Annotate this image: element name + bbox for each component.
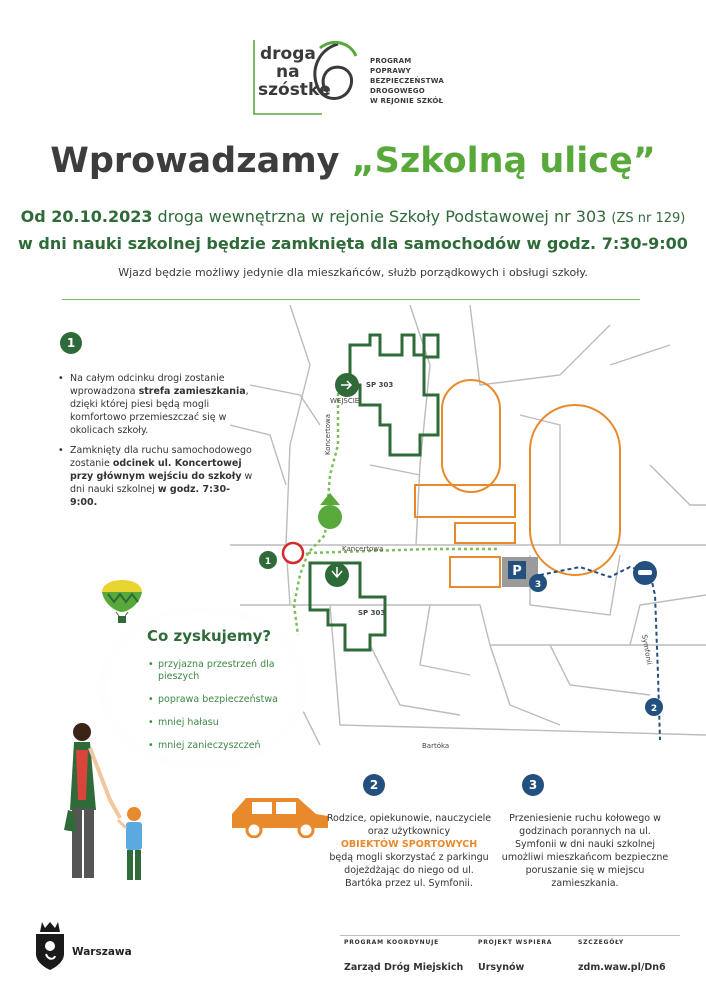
entrance-label: WEJŚCIE xyxy=(330,397,360,405)
subtitle-mid: droga wewnętrzna w rejonie Szkoły Podstawowej nr 303 xyxy=(152,207,612,226)
section-3-text: Przeniesienie ruchu kołowego w godzinach porannych na ul. Symfonii w dni nauki szkolnej umożliwi mieszkańcom bezpieczne poruszanie się w miejscu zamieszkania. xyxy=(501,813,669,889)
logo-program-line: DROGOWEGO xyxy=(370,87,425,95)
program-logo xyxy=(252,36,452,116)
section-2-text xyxy=(325,812,493,890)
list-item: • przyjazna przestrzeń dla pieszych xyxy=(158,659,288,683)
section-3-number: 3 xyxy=(522,774,544,796)
text-bold: odcinek ul. Koncertowej przy głównym wejściu do szkoły xyxy=(70,458,242,482)
text: Na całym odcinku drogi zostanie wprowadzona xyxy=(70,373,225,397)
map-marker-2: 2 xyxy=(650,704,658,714)
parking-label: P xyxy=(512,564,522,579)
text-bold: w godz. 7:30-9:00. xyxy=(70,484,231,508)
pedestrian-marker-icon xyxy=(320,493,340,505)
car-illustration-icon xyxy=(228,790,332,838)
map-marker-3: 3 xyxy=(534,580,542,590)
details-label: SZCZEGÓŁY xyxy=(578,939,625,946)
text: w dni nauki szkolnej xyxy=(70,471,253,495)
coordinator-name: Zarząd Dróg Miejskich xyxy=(344,962,464,973)
street-bartoka: Bartóka xyxy=(422,742,450,750)
city-name: Warszawa xyxy=(72,946,132,958)
logo-program-line: BEZPIECZEŃSTWA xyxy=(370,77,445,85)
logo-line2: na xyxy=(276,62,300,82)
divider xyxy=(62,299,640,300)
street-koncertowa-h: Kancertowa xyxy=(342,545,384,553)
sport-facilities-highlight: OBIEKTÓW SPORTOWYCH xyxy=(340,839,478,850)
street-koncertowa-v: Koncertowa xyxy=(324,413,332,455)
parent-child-illustration xyxy=(40,720,170,905)
text: , dzięki której piesi będą mogli komfortowo przemieszczać się w okolicach szkoły. xyxy=(70,386,249,436)
coordinator-label: PROGRAM KOORDYNUJE xyxy=(344,939,440,946)
access-info: Wjazd będzie możliwy jedynie dla mieszkańców, służb porządkowych i obsługi szkoły. xyxy=(118,266,588,279)
logo-line1: droga xyxy=(260,44,316,64)
support-label: PROJEKT WSPIERA xyxy=(478,939,553,946)
subtitle-line1 xyxy=(0,207,706,226)
title-part1: Wprowadzamy xyxy=(50,141,352,181)
support-name: Ursynów xyxy=(478,962,525,973)
section-2-text-a: Rodzice, opiekunowie, nauczyciele oraz użytkownicy xyxy=(326,813,492,837)
logo-program-line: W REJONIE SZKÓŁ xyxy=(370,97,444,105)
warsaw-coat-of-arms-icon xyxy=(33,920,67,972)
school-label-bottom: SP 303 xyxy=(358,609,386,617)
subtitle-line2: w dni nauki szkolnej będzie zamknięta dla samochodów w godz. 7:30-9:00 xyxy=(18,234,688,253)
list-item: • poprawa bezpieczeństwa xyxy=(158,694,288,706)
school-label-top: SP 303 xyxy=(366,381,394,389)
page-title xyxy=(0,141,706,181)
section-2-number: 2 xyxy=(363,774,385,796)
footer-divider xyxy=(340,935,680,936)
start-date: Od 20.10.2023 xyxy=(20,207,153,226)
details-link[interactable]: zdm.waw.pl/Dn6 xyxy=(578,962,666,973)
list-item: • mniej zanieczyszczeń xyxy=(158,740,288,752)
section-1-list xyxy=(70,372,255,516)
no-entry-sign-icon xyxy=(283,543,303,563)
hot-air-balloon-icon xyxy=(100,572,144,626)
gains-title: Co zyskujemy? xyxy=(147,627,272,645)
logo-program-text xyxy=(370,56,452,106)
title-part2: „Szkolną ulicę” xyxy=(351,141,656,181)
subtitle-school-code: (ZS nr 129) xyxy=(611,211,686,226)
list-item xyxy=(70,444,255,509)
map-marker-1: 1 xyxy=(264,557,272,567)
logo-line3: szóstkę xyxy=(258,80,331,100)
street-symfonii: Symfonii xyxy=(640,633,654,666)
section-1-number: 1 xyxy=(60,332,82,354)
gains-list xyxy=(158,659,288,763)
section-2-text-c: będą mogli skorzystać z parkingu dojeżdżając do niego od ul. Bartóka przez ul. Symfonii. xyxy=(329,852,489,889)
text-bold: strefa zamieszkania xyxy=(138,386,246,397)
list-item: • mniej hałasu xyxy=(158,717,288,729)
text: Zamknięty dla ruchu samochodowego zostanie xyxy=(70,445,252,469)
list-item xyxy=(70,372,255,437)
logo-program-line: PROGRAM POPRAWY xyxy=(370,57,412,75)
